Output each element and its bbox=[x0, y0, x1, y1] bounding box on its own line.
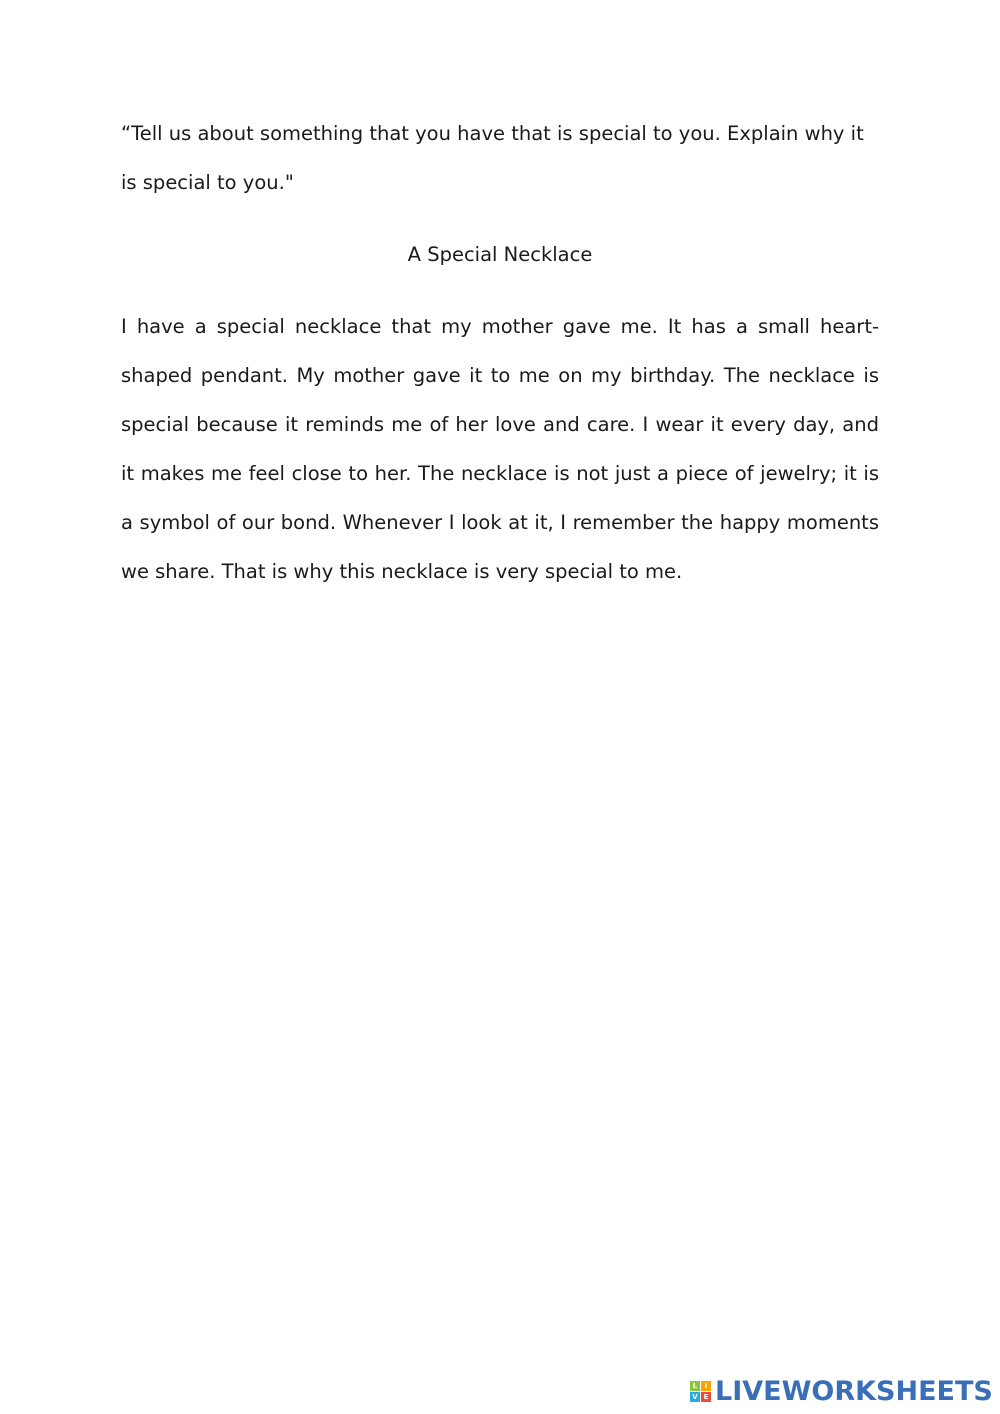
logo-mark-tile: L bbox=[690, 1381, 700, 1391]
essay-title: A Special Necklace bbox=[407, 243, 593, 266]
essay-paragraph: I have a special necklace that my mother gave me. It has a small heart-shaped pendant. My mother gave it to me on my birthday. The necklace is special because it reminds me of her love and care. I wear it every day, and it makes me feel close to her. The necklace is not just a piece of jewelry; it is a symbol of our bond. Whenever I look at it, I remember the happy moments we share. That is why this necklace is very special to me. bbox=[121, 315, 879, 583]
logo-mark-tile: I bbox=[701, 1381, 711, 1391]
liveworksheets-logo bbox=[690, 1374, 993, 1408]
logo-mark-icon bbox=[690, 1381, 711, 1402]
document-body bbox=[121, 109, 879, 596]
logo-mark-tile: V bbox=[690, 1392, 700, 1402]
writing-prompt: “Tell us about something that you have that is special to you. Explain why it is special to you." bbox=[121, 122, 864, 194]
logo-text: LIVEWORKSHEETS bbox=[715, 1375, 993, 1407]
logo-mark-tile: E bbox=[701, 1392, 711, 1402]
